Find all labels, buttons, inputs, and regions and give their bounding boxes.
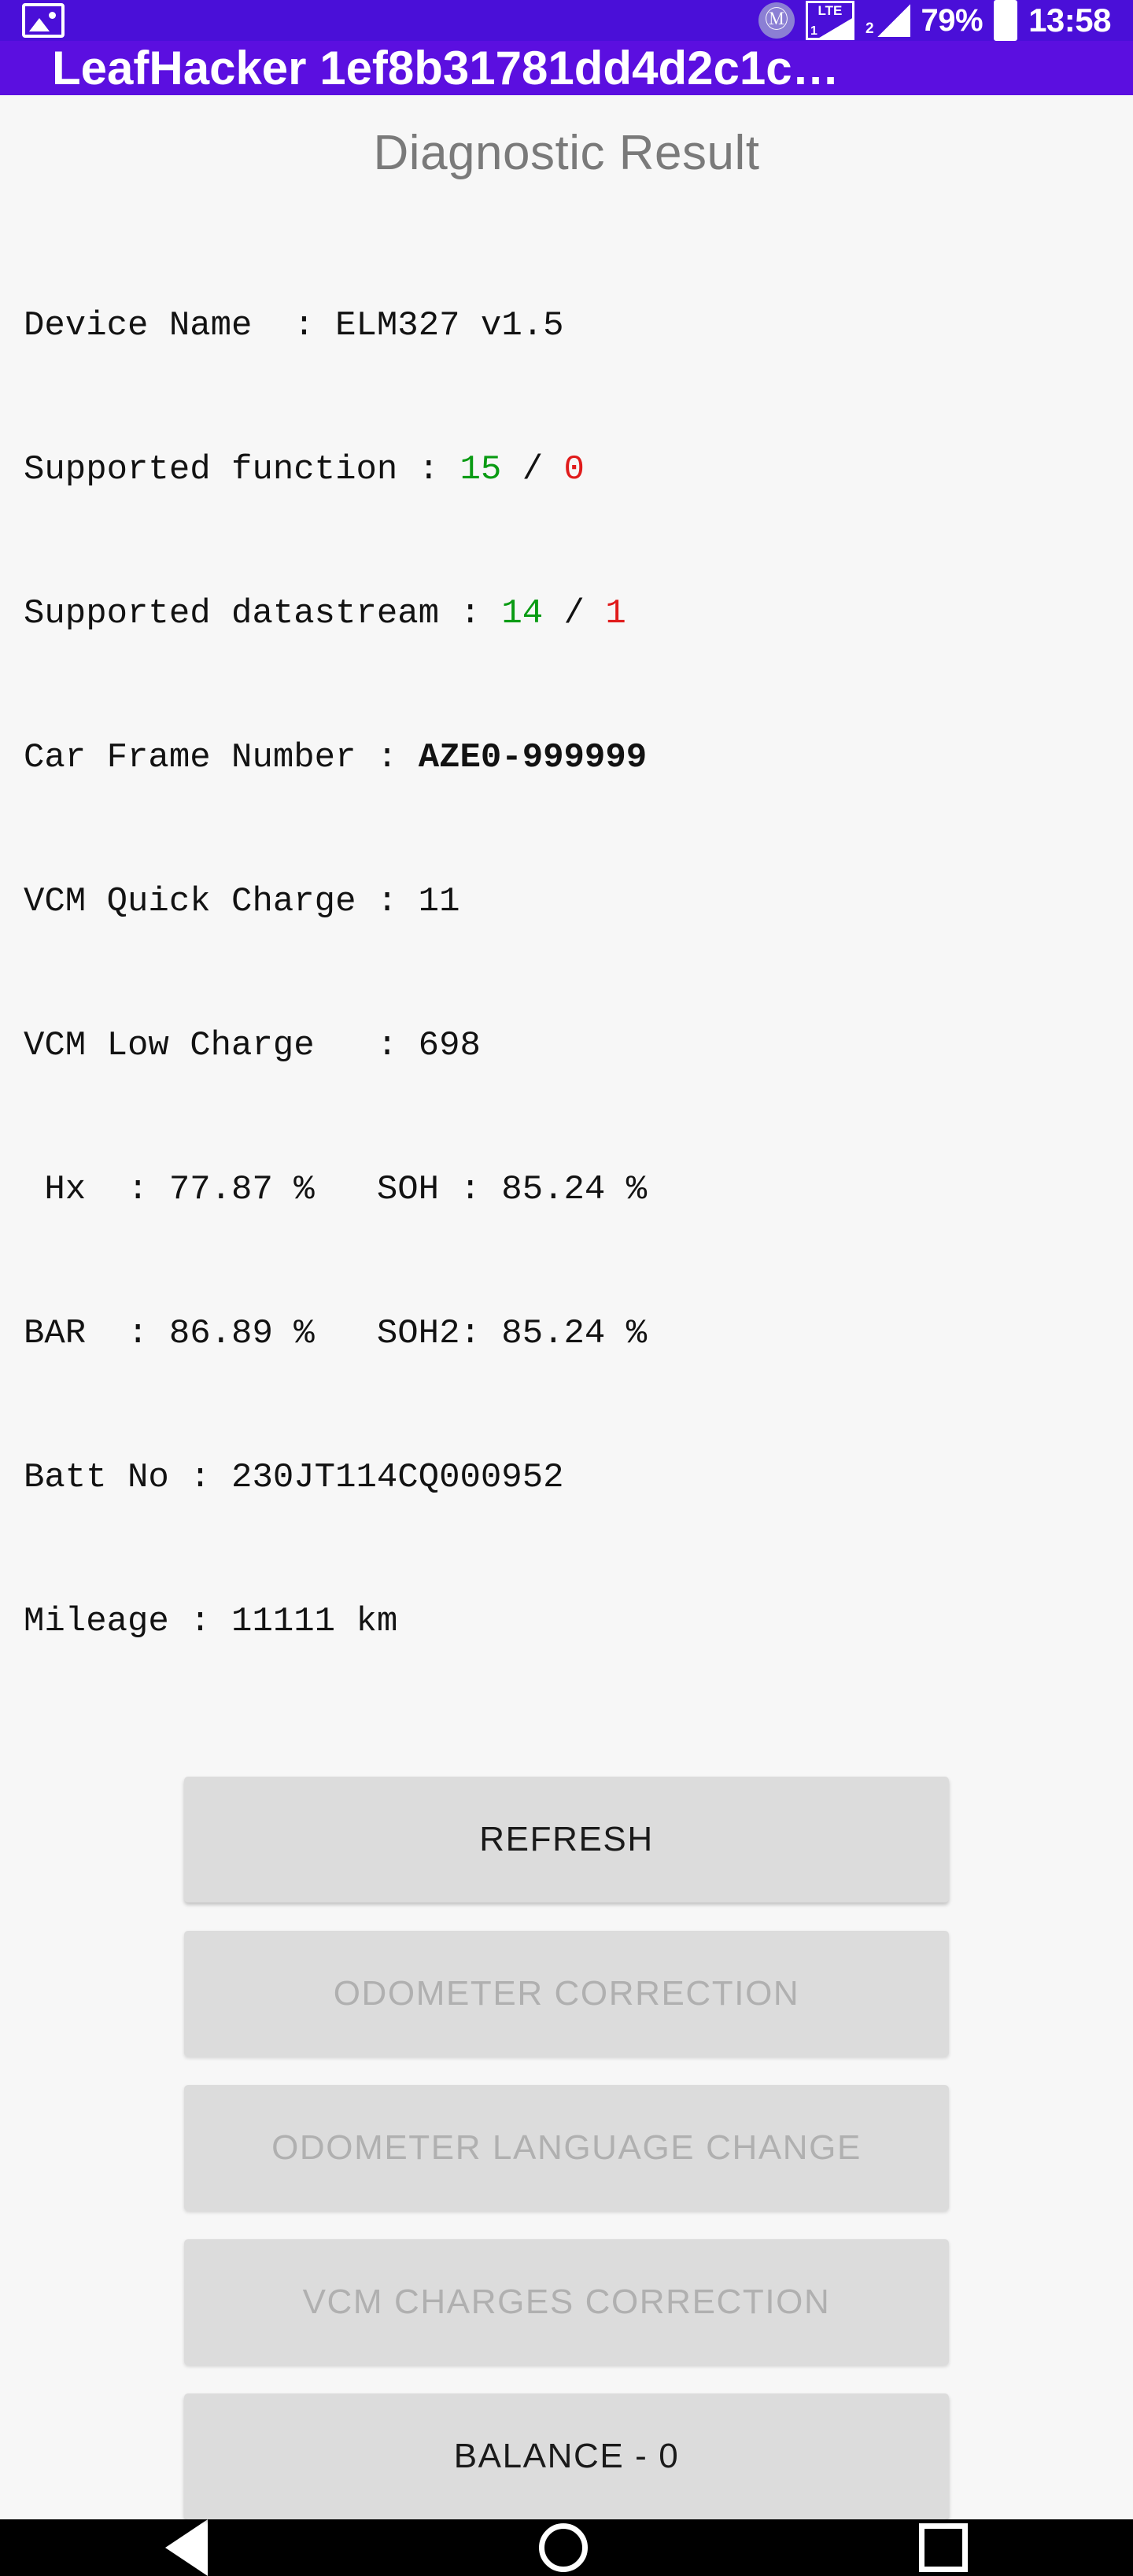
diagnostic-readout: [0, 206, 1133, 1742]
action-buttons: [0, 1777, 1133, 2519]
diag-line-batt-no: Batt No : 230JT114CQ000952: [24, 1458, 564, 1497]
lte-signal-icon: [806, 1, 854, 40]
app-bar: [0, 41, 1133, 95]
sim2-bars-icon: [877, 4, 910, 37]
page-title: Diagnostic Result: [373, 126, 760, 180]
car-frame-value: AZE0-999999: [418, 738, 648, 777]
diag-line-device-name: [24, 302, 1133, 350]
supported-datastream-ok: 14: [501, 594, 544, 633]
home-icon[interactable]: [539, 2523, 588, 2572]
bluetooth-icon: Ⓜ: [758, 2, 795, 39]
battery-percent: 79%: [921, 2, 984, 38]
supported-function-ok: 15: [459, 450, 502, 489]
vcm-charges-correction-button[interactable]: VCM CHARGES CORRECTION: [184, 2239, 949, 2365]
lte-bottom: [808, 18, 852, 38]
diag-line-hx-soh: Hx : 77.87 % SOH : 85.24 %: [24, 1170, 648, 1209]
supported-datastream-sep: /: [543, 594, 606, 633]
device-name-label: Device Name :: [24, 306, 336, 345]
status-bar: [0, 0, 1133, 41]
car-frame-label: Car Frame Number :: [24, 738, 419, 777]
diag-line-mileage: Mileage : 11111 km: [24, 1602, 398, 1641]
diag-line-car-frame-number: [24, 734, 1133, 782]
status-bar-left: [22, 3, 758, 38]
navigation-bar: [0, 2519, 1133, 2576]
battery-icon: [994, 0, 1017, 41]
photo-icon: [22, 3, 65, 38]
diag-line-supported-function: [24, 446, 1133, 494]
diag-line-vcm-low-charge: VCM Low Charge : 698: [24, 1026, 481, 1065]
diag-line-supported-datastream: [24, 590, 1133, 638]
device-name-value: ELM327 v1.5: [335, 306, 564, 345]
sim1-number: 1: [810, 24, 817, 38]
supported-datastream-label: Supported datastream :: [24, 594, 502, 633]
status-bar-clock: 13:58: [1028, 2, 1111, 39]
sim1-bars-icon: [819, 18, 852, 38]
odometer-correction-button[interactable]: ODOMETER CORRECTION: [184, 1931, 949, 2057]
supported-datastream-fail: 1: [605, 594, 626, 633]
diag-line-bar-soh2: BAR : 86.89 % SOH2: 85.24 %: [24, 1314, 648, 1353]
main-content: [0, 95, 1133, 2519]
odometer-language-change-button[interactable]: ODOMETER LANGUAGE CHANGE: [184, 2085, 949, 2211]
balance-button[interactable]: BALANCE - 0: [184, 2393, 949, 2519]
refresh-button[interactable]: REFRESH: [184, 1777, 949, 1902]
sim2-number: 2: [865, 20, 874, 37]
supported-function-fail: 0: [563, 450, 585, 489]
supported-function-label: Supported function :: [24, 450, 460, 489]
sim2-signal-icon: [865, 4, 910, 37]
back-icon[interactable]: [165, 2519, 208, 2576]
diag-line-vcm-quick-charge: VCM Quick Charge : 11: [24, 882, 460, 921]
app-title: LeafHacker 1ef8b31781dd4d2c1c…: [52, 42, 840, 94]
status-bar-right: [758, 0, 1111, 41]
lte-label: LTE: [817, 3, 843, 18]
supported-function-sep: /: [501, 450, 564, 489]
recents-icon[interactable]: [919, 2523, 968, 2572]
